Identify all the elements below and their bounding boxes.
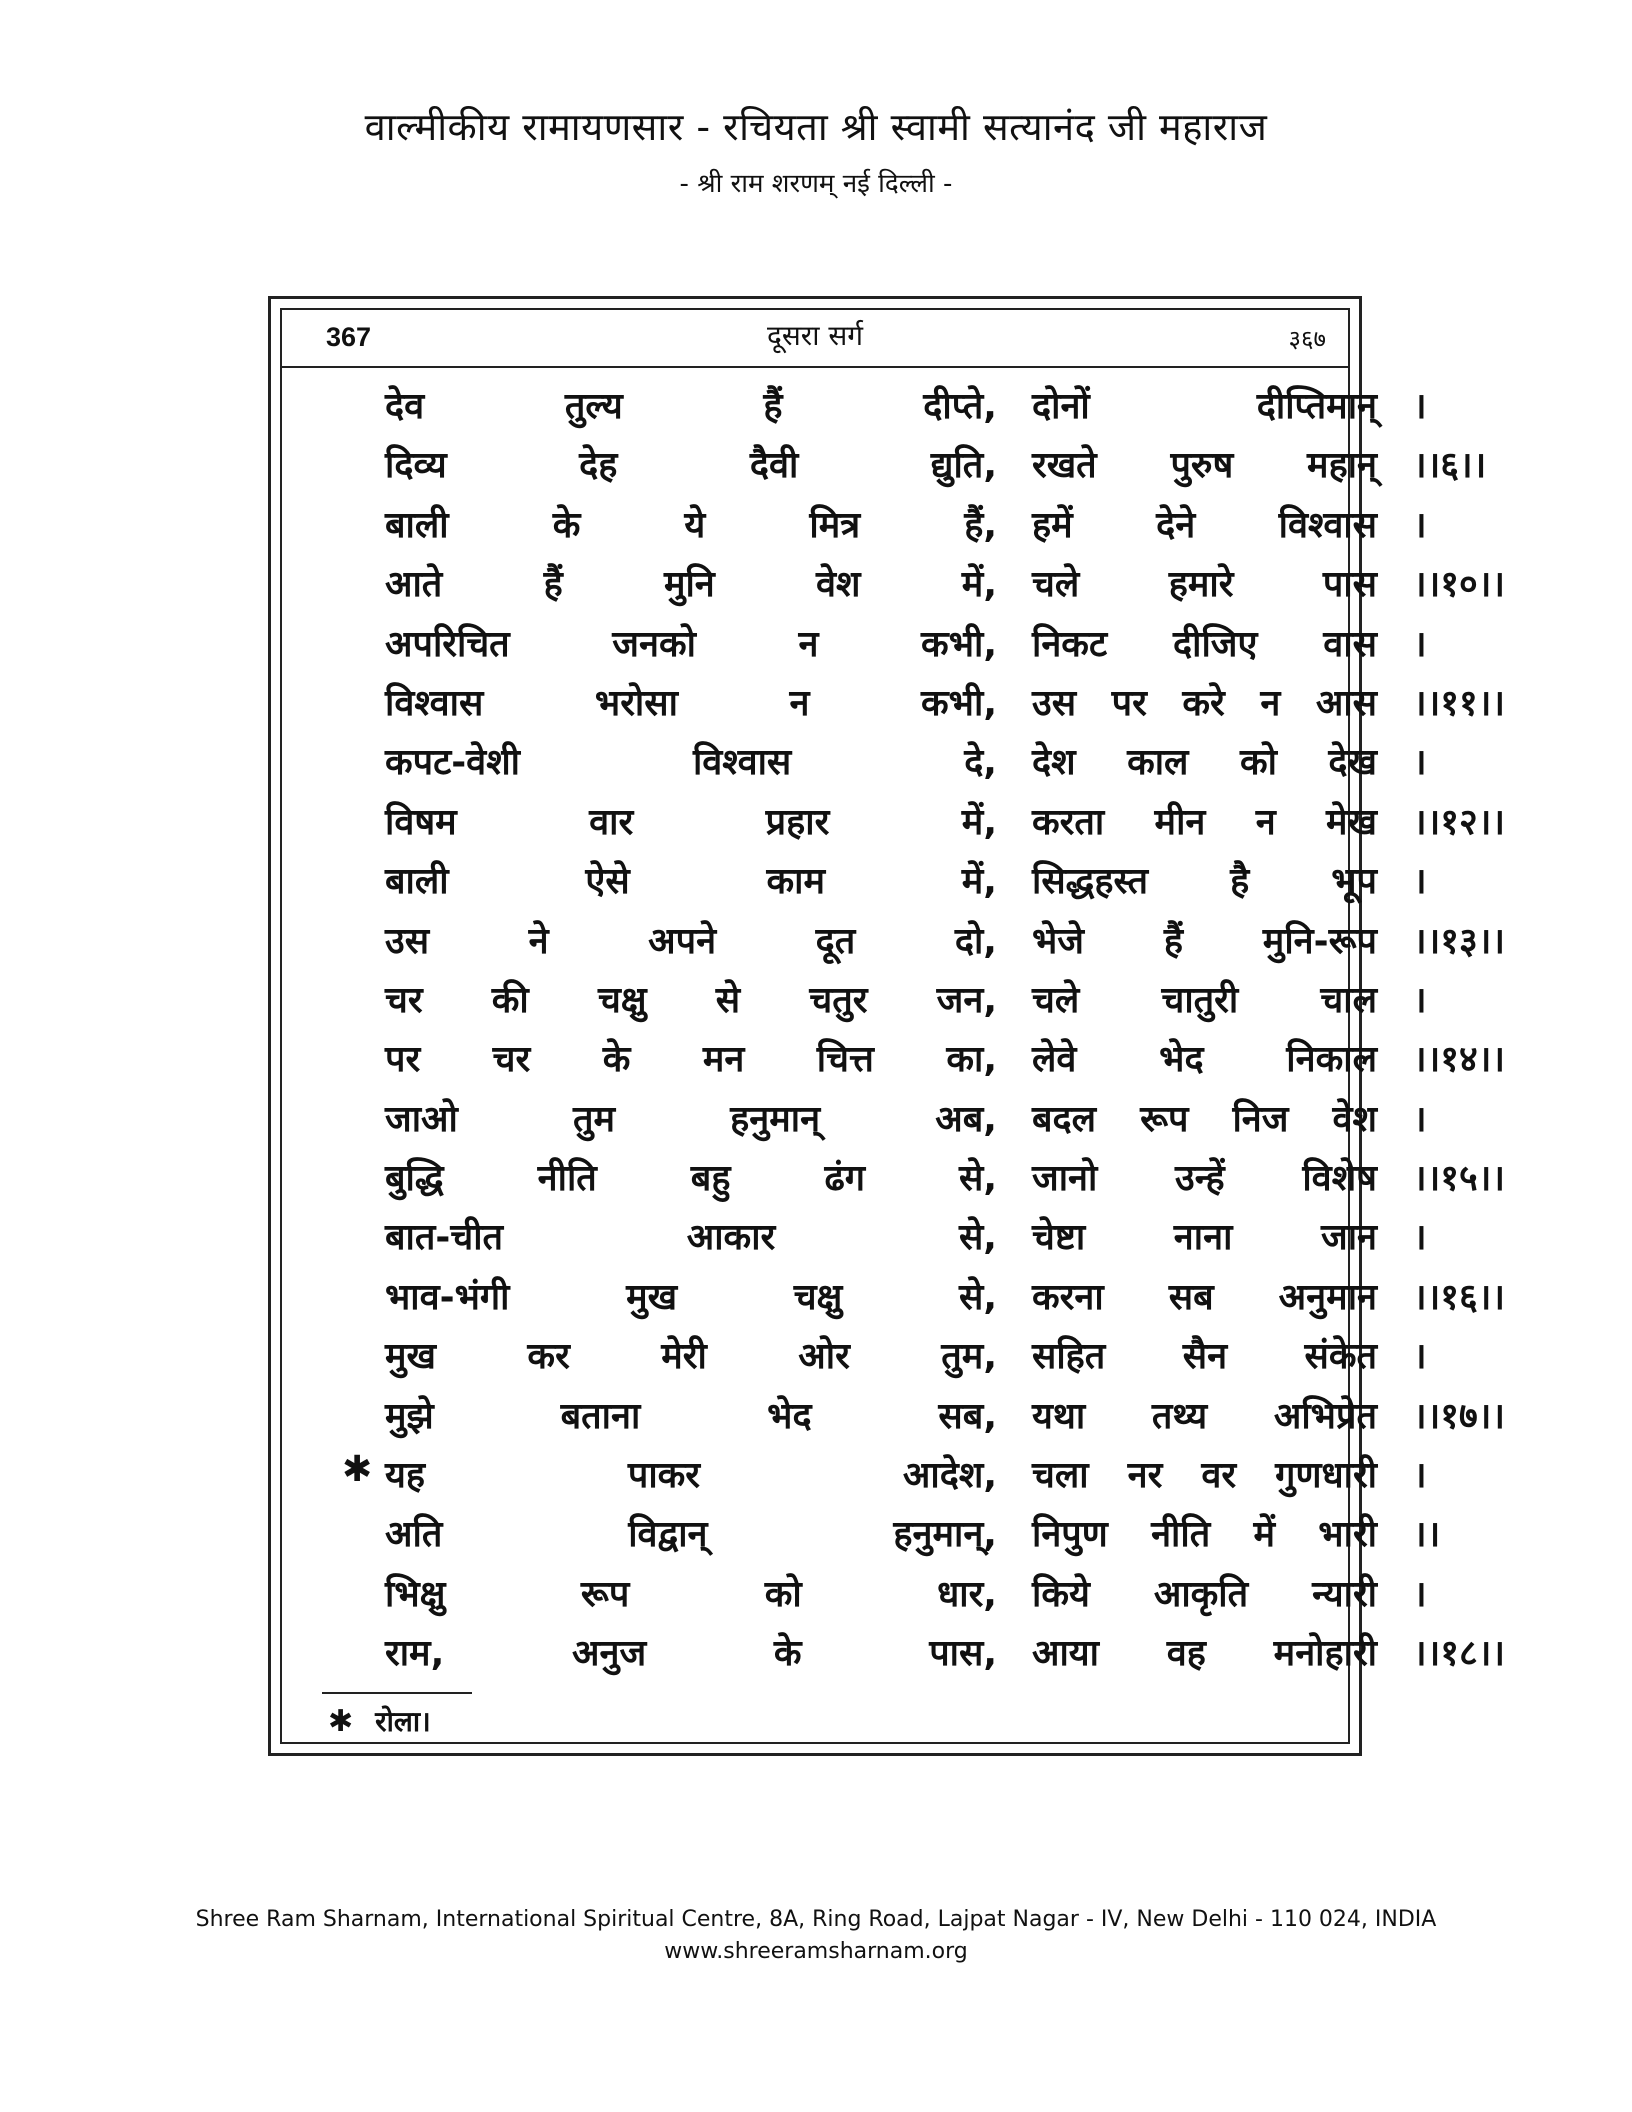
verse-line [282, 1265, 1506, 1324]
verse-second-half: करना सब अनुमान [1032, 1276, 1377, 1318]
verse-end-mark: ।।१५।। [1413, 1158, 1506, 1200]
verse-second-half: किये आकृति न्यारी [1032, 1573, 1377, 1615]
verse-first-half: बात-चीत आकार से, [385, 1217, 997, 1259]
verse-first-half: आते हैं मुनि वेश में, [385, 564, 997, 606]
verse-second-half: जानो उन्हें विशेष [1032, 1158, 1377, 1200]
verse-line [282, 1146, 1506, 1205]
verse-first-half: यह पाकर आदेश, [385, 1455, 997, 1497]
verse-end-mark: ।।१३।। [1413, 920, 1506, 962]
verse-first-half: कपट-वेशी विश्वास दे, [385, 742, 997, 784]
verse-line [282, 730, 1427, 789]
verse-second-half: आया वह मनोहारी [1032, 1633, 1377, 1675]
page-header-bar [282, 310, 1348, 366]
verse-second-half: बदल रूप निज वेश [1032, 1098, 1377, 1140]
verse-line [282, 552, 1506, 611]
verse-line [282, 671, 1506, 730]
verse-line [282, 1087, 1427, 1146]
page-footer [0, 1904, 1632, 1968]
verse-end-mark: ।।१७।। [1413, 1395, 1506, 1437]
page-number-arabic: 367 [326, 322, 372, 352]
verse-first-half: चर की चक्षु से चतुर जन, [385, 979, 997, 1021]
verse-end-mark: ।।१२।। [1413, 801, 1506, 843]
verse-line [282, 1562, 1427, 1621]
verse-second-half: चेष्टा नाना जान [1032, 1217, 1377, 1259]
verse-line [282, 1621, 1506, 1680]
verse-end-mark: ।।१६।। [1413, 1276, 1506, 1318]
verse-first-half: भाव-भंगी मुख चक्षु से, [385, 1276, 997, 1318]
verse-line [282, 909, 1506, 968]
verse-second-half: यथा तथ्य अभिप्रेत [1032, 1395, 1377, 1437]
verse-line [282, 1205, 1427, 1264]
verse-end-mark: ।।१८।। [1413, 1633, 1506, 1675]
verse-first-half: विषम वार प्रहार में, [385, 801, 997, 843]
verse-second-half: रखते पुरुष महान् [1032, 445, 1377, 487]
verse-line [282, 612, 1427, 671]
footnote [328, 1702, 431, 1740]
verse-first-half: अति विद्वान् हनुमान्, [385, 1514, 997, 1556]
verse-end-mark: ।। [1413, 1514, 1441, 1556]
header-divider [282, 366, 1348, 368]
verse-end-mark: । [1413, 861, 1427, 903]
verse-end-mark: । [1413, 1098, 1427, 1140]
verse-second-half: निपुण नीति में भारी [1032, 1514, 1377, 1556]
footnote-divider [322, 1692, 472, 1694]
verse-first-half: बाली ऐसे काम में, [385, 861, 997, 903]
verse-line [282, 790, 1506, 849]
verse-line [282, 374, 1427, 433]
verse-first-half: पर चर के मन चित्त का, [385, 1039, 997, 1081]
verse-list [282, 374, 1506, 1681]
verse-second-half: सहित सैन संकेत [1032, 1336, 1377, 1378]
verse-first-half: जाओ तुम हनुमान् अब, [385, 1098, 997, 1140]
verse-second-half: उस पर करे न आस [1032, 682, 1377, 724]
page-number-devanagari: ३६७ [1288, 325, 1326, 353]
verse-line [282, 968, 1427, 1027]
verse-second-half: सिद्धहस्त है भूप [1032, 861, 1377, 903]
verse-first-half: राम, अनुज के पास, [385, 1633, 997, 1675]
verse-end-mark: ।।११।। [1413, 682, 1506, 724]
verse-first-half: दिव्य देह दैवी द्युति, [385, 445, 997, 487]
verse-end-mark: ।।१४।। [1413, 1039, 1506, 1081]
verse-first-half: भिक्षु रूप को धार, [385, 1573, 997, 1615]
verse-first-half: मुझे बताना भेद सब, [385, 1395, 997, 1437]
verse-second-half: भेजे हैं मुनि-रूप [1032, 920, 1377, 962]
verse-line [282, 1324, 1427, 1383]
footnote-text: रोला। [375, 1705, 431, 1738]
verse-end-mark: । [1413, 742, 1427, 784]
verse-second-half: करता मीन न मेख [1032, 801, 1377, 843]
verse-end-mark: । [1413, 1455, 1427, 1497]
publisher-subtitle: - श्री राम शरणम् नई दिल्ली - [679, 169, 953, 199]
verse-second-half: चले चातुरी चाल [1032, 979, 1377, 1021]
verse-end-mark: । [1413, 623, 1427, 665]
verse-second-half: निकट दीजिए वास [1032, 623, 1377, 665]
verse-end-mark: ।।६।। [1413, 445, 1487, 487]
verse-end-mark: । [1413, 386, 1427, 427]
verse-first-half: उस ने अपने दूत दो, [385, 920, 997, 962]
verse-line [282, 1443, 1427, 1502]
section-title: दूसरा सर्ग [766, 319, 864, 352]
verse-end-mark: । [1413, 1217, 1427, 1259]
asterisk-icon: ✱ [342, 1449, 373, 1491]
verse-second-half: दोनों दीप्तिमान् [1032, 386, 1377, 427]
verse-second-half: हमें देने विश्वास [1032, 504, 1377, 546]
verse-second-half: चले हमारे पास [1032, 564, 1377, 606]
verse-first-half: मुख कर मेरी ओर तुम, [385, 1336, 997, 1378]
verse-first-half: विश्वास भरोसा न कभी, [385, 682, 997, 724]
verse-first-half: देव तुल्य हैं दीप्ते, [385, 386, 997, 427]
verse-end-mark: । [1413, 979, 1427, 1021]
verse-line [282, 1502, 1441, 1561]
verse-first-half: बुद्धि नीति बहु ढंग से, [385, 1158, 997, 1200]
book-title: वाल्मीकीय रामायणसार - रचियता श्री स्वामी सत्यानंद जी महाराज [364, 105, 1268, 149]
asterisk-icon: ✱ [328, 1704, 354, 1739]
verse-line [282, 493, 1427, 552]
footer-website: www.shreeramsharnam.org [664, 1939, 968, 1964]
verse-end-mark: । [1413, 1573, 1427, 1615]
verse-line [282, 849, 1427, 908]
verse-second-half: लेवे भेद निकाल [1032, 1039, 1377, 1081]
verse-end-mark: । [1413, 504, 1427, 546]
verse-line [282, 1384, 1506, 1443]
footer-address: Shree Ram Sharnam, International Spiritual Centre, 8A, Ring Road, Lajpat Nagar - IV, New Delhi - 110 024, INDIA [195, 1907, 1437, 1932]
verse-second-half: चला नर वर गुणधारी [1032, 1455, 1377, 1497]
verse-end-mark: । [1413, 1336, 1427, 1378]
verse-end-mark: ।।१०।। [1413, 564, 1506, 606]
verse-first-half: अपरिचित जनको न कभी, [385, 623, 997, 665]
verse-line [282, 433, 1487, 492]
verse-first-half: बाली के ये मित्र हैं, [385, 504, 997, 546]
verse-second-half: देश काल को देख [1032, 742, 1377, 784]
verse-line [282, 1027, 1506, 1086]
